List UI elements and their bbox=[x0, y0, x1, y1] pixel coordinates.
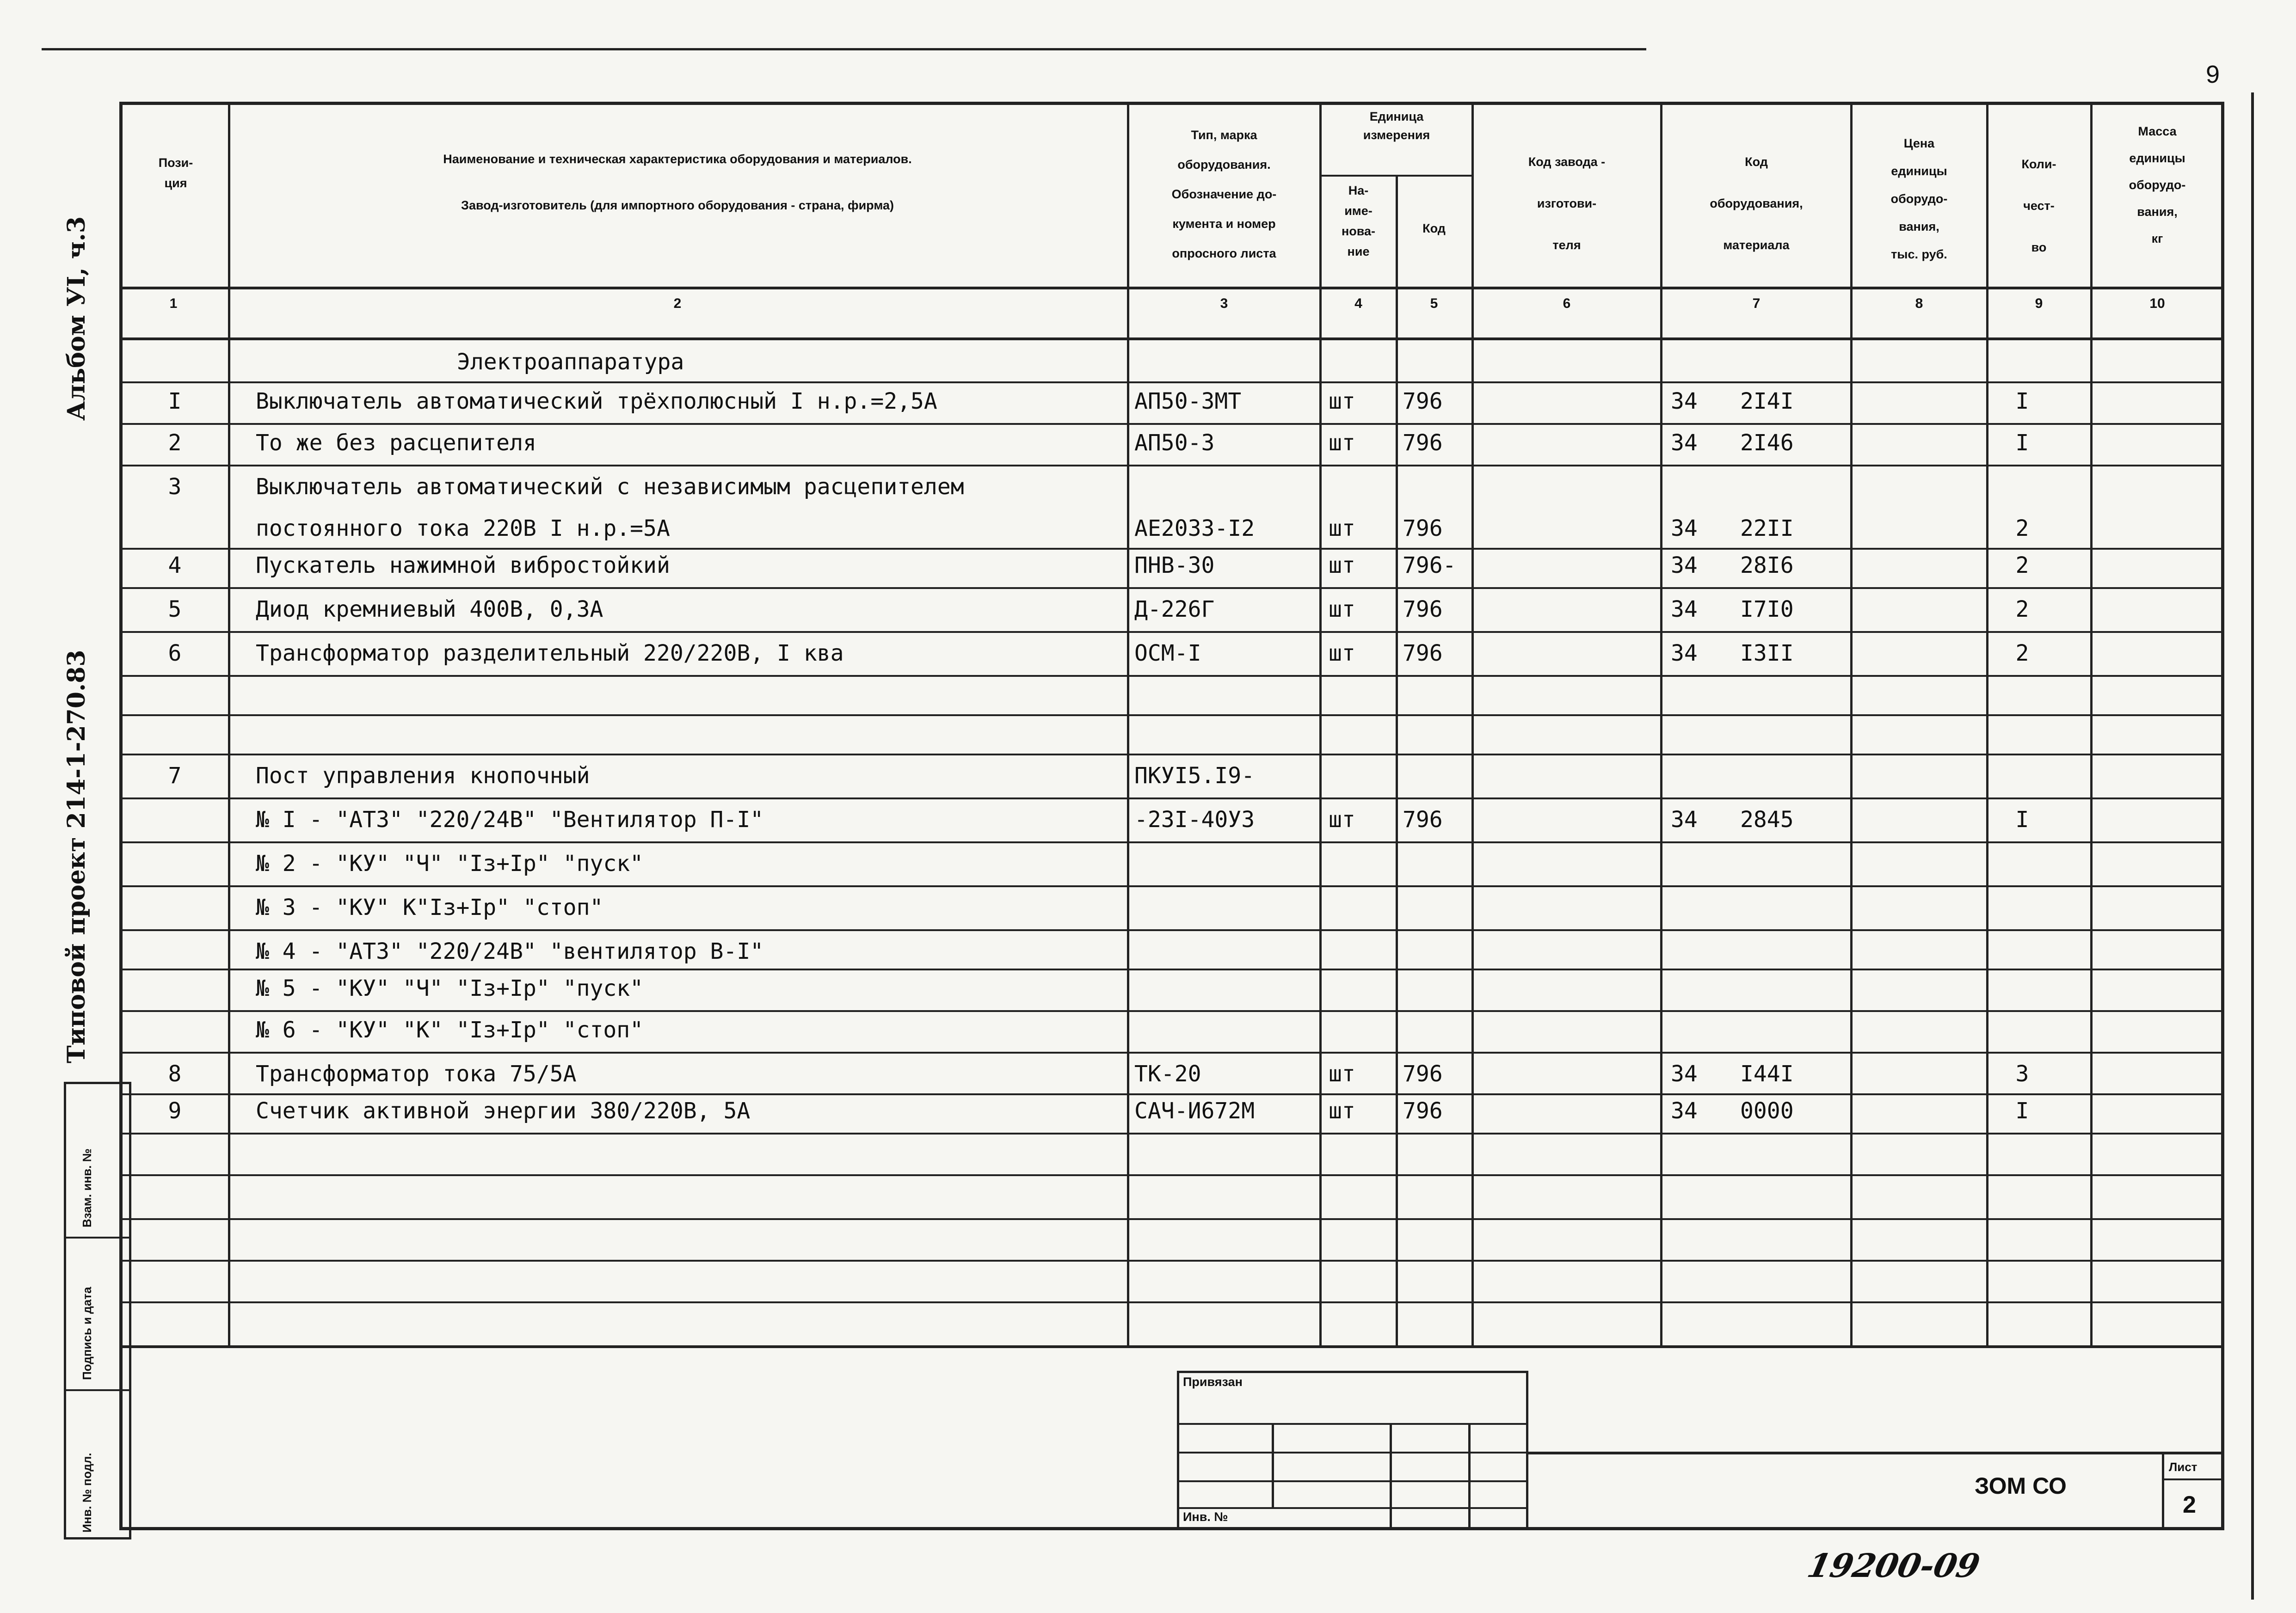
column-number: 8 bbox=[1915, 296, 1923, 311]
row-unit: шт bbox=[1329, 640, 1355, 666]
row-name: № 4 - "АТЗ" "220/24В" "вентилятор В-I" bbox=[256, 938, 764, 964]
section-heading: Электроаппаратура bbox=[457, 349, 684, 375]
row-code-group: 34 bbox=[1671, 388, 1698, 414]
row-type: АЕ2033-I2 bbox=[1134, 515, 1255, 541]
row-code-group: 34 bbox=[1671, 807, 1698, 833]
row-unit: шт bbox=[1329, 552, 1355, 578]
row-code-group: 34 bbox=[1671, 1098, 1698, 1124]
row-quantity: 2 bbox=[2015, 640, 2029, 666]
row-name: Выключатель автоматический трёхполюсный I н.р.=2,5А bbox=[256, 388, 937, 414]
row-code-group: 34 bbox=[1671, 640, 1698, 666]
row-type: Д-226Г bbox=[1134, 596, 1215, 622]
row-unit: шт bbox=[1329, 1061, 1355, 1087]
row-code-group: 34 bbox=[1671, 552, 1698, 578]
inventory-label: Инв. № bbox=[1183, 1510, 1228, 1524]
row-quantity: 2 bbox=[2015, 552, 2029, 578]
row-quantity: I bbox=[2015, 388, 2029, 414]
row-unit-code: 796 bbox=[1403, 596, 1443, 622]
row-unit-code: 796 bbox=[1403, 1061, 1443, 1087]
row-quantity: 2 bbox=[2015, 596, 2029, 622]
row-type: ПНВ-30 bbox=[1134, 552, 1215, 578]
sheet-label: Лист bbox=[2169, 1460, 2198, 1474]
row-quantity: I bbox=[2015, 807, 2029, 833]
row-quantity: 2 bbox=[2015, 515, 2029, 541]
row-name: Выключатель автоматический с независимым расцепителем bbox=[256, 474, 964, 500]
row-type: САЧ-И672М bbox=[1134, 1098, 1255, 1124]
right-border-line bbox=[2251, 92, 2254, 1600]
header-unit-code: Код bbox=[1422, 221, 1446, 235]
row-name: Трансформатор тока 75/5А bbox=[256, 1061, 577, 1087]
row-name: Диод кремниевый 400В, 0,3А bbox=[256, 596, 603, 622]
row-position: 5 bbox=[168, 596, 182, 622]
stamp-label-inventory: Инв. № подл. bbox=[80, 1453, 94, 1533]
header-unit-name: На- име- нова- ние bbox=[1341, 184, 1376, 258]
title-block-line bbox=[1526, 1452, 2224, 1454]
row-unit-code: 796 bbox=[1403, 640, 1443, 666]
title-block-small bbox=[1177, 1371, 1528, 1530]
sheet-number: 2 bbox=[2183, 1491, 2196, 1518]
column-number: 4 bbox=[1354, 296, 1362, 311]
header-manufacturer-code: Код завода - изготови- теля bbox=[1528, 155, 1606, 252]
row-code-group: 34 bbox=[1671, 596, 1698, 622]
header-mass: Масса единицы оборудо- вания, кг bbox=[2129, 124, 2186, 245]
row-code: 0000 bbox=[1740, 1098, 1794, 1124]
row-code: I3II bbox=[1740, 640, 1794, 666]
row-name: № I - "АТЗ" "220/24В" "Вентилятор П-I" bbox=[256, 807, 764, 833]
row-unit: шт bbox=[1329, 596, 1355, 622]
header-name-line2: Завод-изготовитель (для импортного оборудования - страна, фирма) bbox=[461, 198, 894, 212]
title-block-divider bbox=[2162, 1452, 2164, 1530]
stamp-label-replace: Взам. инв. № bbox=[80, 1148, 94, 1227]
row-name: То же без расцепителя bbox=[256, 430, 536, 456]
header-unit: Единица измерения bbox=[1363, 110, 1430, 142]
row-code-group: 34 bbox=[1671, 515, 1698, 541]
row-unit: шт bbox=[1329, 1098, 1355, 1124]
row-name: № 3 - "КУ" К"Iз+Iр" "стоп" bbox=[256, 895, 603, 920]
column-number: 5 bbox=[1430, 296, 1438, 311]
row-position: 3 bbox=[168, 474, 182, 500]
project-caption: Типовой проект 214-1-270.83 bbox=[62, 650, 91, 1063]
row-name: Счетчик активной энергии 380/220В, 5А bbox=[256, 1098, 751, 1124]
row-code: 22II bbox=[1740, 515, 1794, 541]
header-price: Цена единицы оборудо- вания, тыс. руб. bbox=[1890, 136, 1948, 261]
row-name: № 6 - "КУ" "К" "Iз+Iр" "стоп" bbox=[256, 1017, 644, 1043]
row-quantity: 3 bbox=[2015, 1061, 2029, 1087]
row-code: 28I6 bbox=[1740, 552, 1794, 578]
row-unit-code: 796- bbox=[1403, 552, 1456, 578]
row-unit-code: 796 bbox=[1403, 430, 1443, 456]
row-code-group: 34 bbox=[1671, 1061, 1698, 1087]
row-unit: шт bbox=[1329, 430, 1355, 456]
header-name-line1: Наименование и техническая характеристика оборудования и материалов. bbox=[443, 152, 912, 166]
column-number: 9 bbox=[2035, 296, 2043, 311]
header-type: Тип, марка оборудования. Обозначение до- кумента и номер опросного листа bbox=[1171, 128, 1277, 260]
top-border-line bbox=[42, 48, 1646, 50]
row-name: Трансформатор разделительный 220/220В, I ква bbox=[256, 640, 844, 666]
row-unit-code: 796 bbox=[1403, 1098, 1443, 1124]
header-position: Пози- ция bbox=[158, 156, 193, 190]
document-code: ЗОМ СО bbox=[1975, 1473, 2067, 1499]
row-unit: шт bbox=[1329, 388, 1355, 414]
row-type: АП50-3МТ bbox=[1134, 388, 1242, 414]
row-name: Пускатель нажимной вибростойкий bbox=[256, 552, 670, 578]
column-number: 1 bbox=[169, 296, 178, 311]
sheet-divider bbox=[2162, 1478, 2224, 1480]
row-position: I bbox=[168, 388, 182, 414]
row-name: № 5 - "КУ" "Ч" "Iз+Iр" "пуск" bbox=[256, 975, 644, 1001]
row-quantity: I bbox=[2015, 430, 2029, 456]
row-name: Пост управления кнопочный bbox=[256, 763, 590, 789]
handwritten-number: 19200-09 bbox=[1804, 1546, 1983, 1585]
column-number: 6 bbox=[1563, 296, 1571, 311]
row-code: 2845 bbox=[1740, 807, 1794, 833]
row-code: 2I46 bbox=[1740, 430, 1794, 456]
row-position: 6 bbox=[168, 640, 182, 666]
row-type: ПКУI5.I9- bbox=[1134, 763, 1255, 789]
header-equipment-code: Код оборудования, материала bbox=[1710, 155, 1803, 252]
row-name: № 2 - "КУ" "Ч" "Iз+Iр" "пуск" bbox=[256, 851, 644, 877]
row-position: 4 bbox=[168, 552, 182, 578]
row-code-group: 34 bbox=[1671, 430, 1698, 456]
album-caption: Альбом УI, ч.3 bbox=[62, 216, 91, 421]
row-position: 7 bbox=[168, 763, 182, 789]
row-type: -23I-40УЗ bbox=[1134, 807, 1255, 833]
row-code: I7I0 bbox=[1740, 596, 1794, 622]
linked-label: Привязан bbox=[1183, 1375, 1243, 1389]
row-unit-code: 796 bbox=[1403, 388, 1443, 414]
row-unit: шт bbox=[1329, 807, 1355, 833]
header-quantity: Коли- чест- во bbox=[2021, 157, 2056, 254]
row-position: 2 bbox=[168, 430, 182, 456]
row-code: I44I bbox=[1740, 1061, 1794, 1087]
row-unit: шт bbox=[1329, 515, 1355, 541]
column-number: 3 bbox=[1220, 296, 1228, 311]
row-code: 2I4I bbox=[1740, 388, 1794, 414]
row-unit-code: 796 bbox=[1403, 515, 1443, 541]
row-name: постоянного тока 220В I н.р.=5А bbox=[256, 515, 670, 541]
row-quantity: I bbox=[2015, 1098, 2029, 1124]
page-number: 9 bbox=[2206, 61, 2220, 88]
column-number: 10 bbox=[2149, 296, 2165, 311]
row-unit-code: 796 bbox=[1403, 807, 1443, 833]
stamp-label-signature: Подпись и дата bbox=[80, 1287, 94, 1380]
row-position: 9 bbox=[168, 1098, 182, 1124]
row-type: ОСМ-I bbox=[1134, 640, 1201, 666]
row-type: ТК-20 bbox=[1134, 1061, 1201, 1087]
row-position: 8 bbox=[168, 1061, 182, 1087]
column-number: 7 bbox=[1752, 296, 1760, 311]
row-type: АП50-3 bbox=[1134, 430, 1215, 456]
column-number: 2 bbox=[673, 296, 682, 311]
